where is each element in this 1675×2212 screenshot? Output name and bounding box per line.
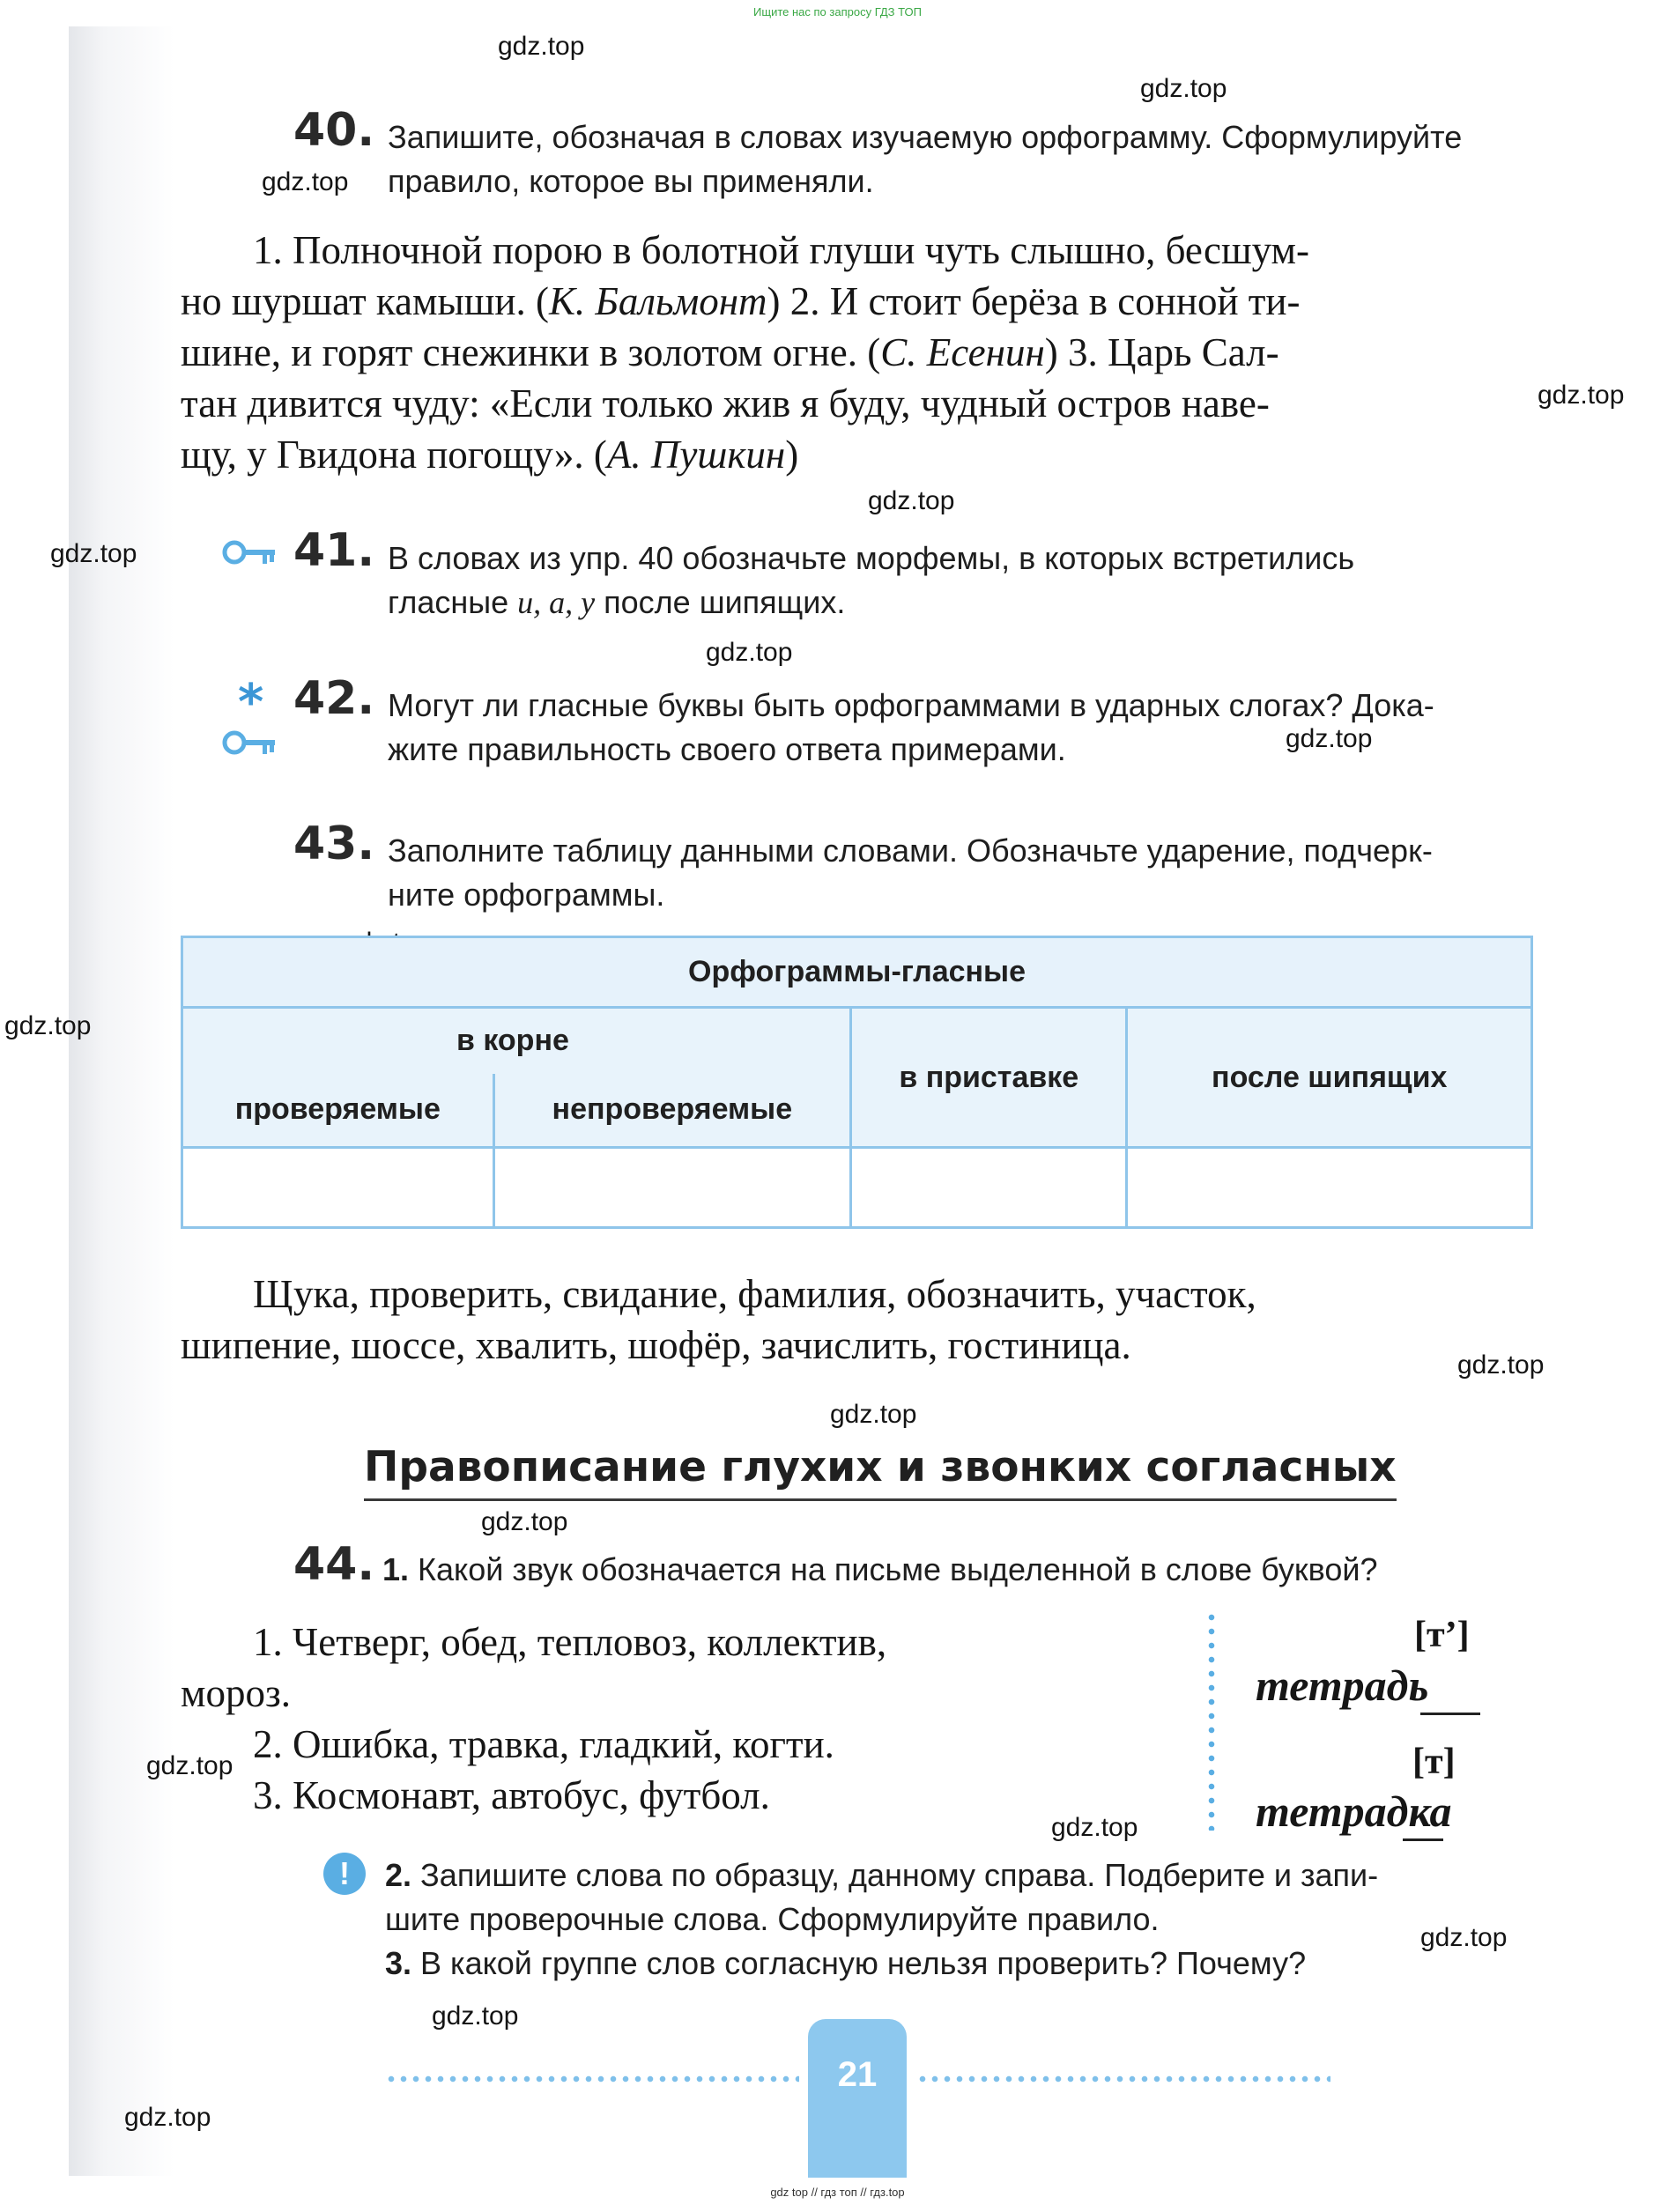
table-header-after-sibilants: после шипящих <box>1127 1008 1532 1148</box>
watermark: gdz.top <box>4 1011 92 1040</box>
word-group-line: 3. Космонавт, автобус, футбол. <box>253 1773 770 1817</box>
exercise-number: 41. <box>293 524 375 577</box>
watermark: gdz.top <box>50 539 137 568</box>
table-cell <box>851 1148 1127 1228</box>
table-cell <box>1127 1148 1532 1228</box>
sample-word: тетрадка <box>1256 1787 1452 1836</box>
table-header-checkable: проверяемые <box>182 1074 494 1148</box>
dotted-rule <box>385 2075 799 2083</box>
exercise-task-line: гласные и, а, у после шипящих. <box>388 584 846 620</box>
exercise-question: 3. В какой группе слов согласную нельзя проверить? Почему? <box>385 1945 1307 1981</box>
exclamation-icon: ! <box>323 1853 366 1895</box>
exercise-task-line: правило, которое вы применяли. <box>388 163 874 199</box>
exercise-task-line: В словах из упр. 40 обозначьте морфемы, в которых встретились <box>388 540 1355 576</box>
exercise-task-line: Могут ли гласные буквы быть орфограммами в ударных слогах? Дока- <box>388 687 1434 723</box>
watermark: gdz.top <box>1140 74 1227 103</box>
watermark: gdz.top <box>124 2103 211 2132</box>
exercise-task-line: ните орфограммы. <box>388 877 665 913</box>
exercise-number: 40. <box>293 104 375 157</box>
word-list-line: Щука, проверить, свидание, фамилия, обозначить, участок, <box>253 1272 1256 1316</box>
asterisk-icon: * <box>238 674 264 731</box>
watermark: gdz.top <box>343 928 430 957</box>
table-title: Орфограммы-гласные <box>182 937 1532 1008</box>
word-group-line: 2. Ошибка, травка, гладкий, когти. <box>253 1722 834 1766</box>
sample-word: тетрадь <box>1256 1661 1429 1710</box>
table-cell <box>493 1148 850 1228</box>
watermark: gdz.top <box>146 1751 233 1780</box>
watermark: gdz.top <box>830 1400 917 1429</box>
top-banner: Ищите нас по запросу ГДЗ ТОП <box>753 5 922 18</box>
exercise-text-line: но шуршат камыши. (К. Бальмонт) 2. И стоит берёза в сонной ти- <box>181 279 1301 323</box>
dotted-separator <box>1208 1610 1215 1831</box>
exercise-task-line: жите правильность своего ответа примерами. <box>388 731 1066 767</box>
table-header-in-prefix: в приставке <box>851 1008 1127 1148</box>
sample-sound: [т] <box>1412 1742 1456 1782</box>
watermark: gdz.top <box>432 2001 519 2031</box>
sample-sound: [т’] <box>1414 1615 1470 1655</box>
underline-mark <box>1403 1838 1443 1841</box>
watermark: gdz.top <box>481 1507 568 1536</box>
orthogram-table <box>181 936 1533 1229</box>
footer: gdz top // гдз топ // гдз.top <box>770 2186 905 2199</box>
watermark: gdz.top <box>1165 969 1252 998</box>
watermark: gdz.top <box>498 32 585 61</box>
word-group-line: 1. Четверг, обед, тепловоз, коллектив, <box>253 1620 887 1664</box>
exercise-text-line: шине, и горят снежинки в золотом огне. (С. Есенин) 3. Царь Сал- <box>181 330 1279 374</box>
exercise-question: 1. Какой звук обозначается на письме выделенной в слове буквой? <box>382 1551 1378 1587</box>
watermark: gdz.top <box>1457 1350 1545 1380</box>
watermark: gdz.top <box>1538 381 1625 410</box>
table-cell <box>182 1148 494 1228</box>
watermark: gdz.top <box>706 638 793 667</box>
watermark: gdz.top <box>868 486 955 515</box>
exercise-text-line: 1. Полночной порою в болотной глуши чуть слышно, бесшум- <box>253 228 1309 272</box>
word-group-line: мороз. <box>181 1671 292 1715</box>
word-list-line: шипение, шоссе, хвалить, шофёр, зачислить, гостиница. <box>181 1323 1131 1367</box>
watermark: gdz.top <box>1051 1813 1138 1842</box>
key-icon <box>222 537 277 567</box>
table-header-in-root: в корне <box>182 1008 851 1074</box>
exercise-number: 42. <box>293 672 375 725</box>
exercise-question: шите проверочные слова. Сформулируйте правило. <box>385 1901 1160 1937</box>
exercise-text-line: щу, у Гвидона погощу». (А. Пушкин) <box>181 433 799 477</box>
table-header-uncheckable: непроверяемые <box>493 1074 850 1148</box>
exercise-task-line: Заполните таблицу данными словами. Обозначьте ударение, подчерк- <box>388 832 1433 869</box>
key-icon <box>222 728 277 758</box>
exercise-question: 2. Запишите слова по образцу, данному справа. Подберите и запи- <box>385 1857 1379 1893</box>
exercise-number: 44. <box>293 1538 375 1591</box>
exercise-task-line: Запишите, обозначая в словах изучаемую орфограмму. Сформулируйте <box>388 119 1463 155</box>
section-title: Правописание глухих и звонких согласных <box>364 1443 1397 1501</box>
watermark: gdz.top <box>262 167 349 196</box>
page-number: 21 <box>837 2055 878 2094</box>
exercise-number: 43. <box>293 817 375 870</box>
watermark: gdz.top <box>1286 724 1373 753</box>
dotted-rule <box>916 2075 1330 2083</box>
underline-mark <box>1420 1713 1480 1715</box>
page-number-tab <box>808 2019 907 2178</box>
watermark: gdz.top <box>1420 1923 1508 1952</box>
exercise-text-line: тан дивится чуду: «Если только жив я буду, чудный остров наве- <box>181 381 1270 425</box>
